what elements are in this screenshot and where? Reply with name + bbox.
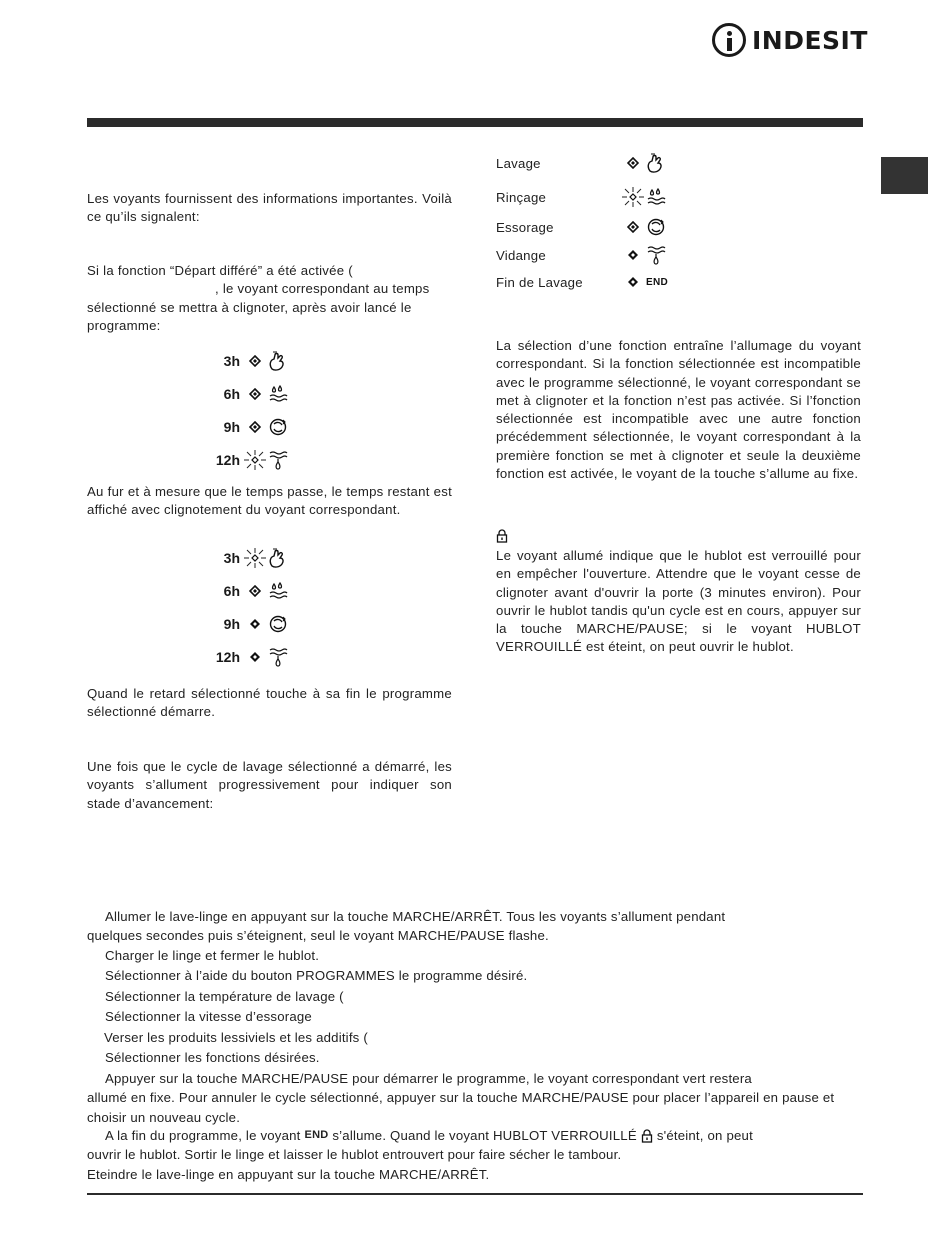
- rinse-icon: [268, 384, 288, 404]
- spin-icon: [268, 417, 288, 437]
- delay-indicators-progress: [210, 547, 288, 668]
- step-9-line-2: ouvrir le hublot. Sortir le linge et laisser le hublot entrouvert pour faire sécher le tambour.: [87, 1147, 622, 1162]
- language-tab: [881, 157, 928, 194]
- delay-row-6h: [210, 580, 288, 602]
- legend-label: Fin de Lavage: [496, 274, 583, 290]
- delay-row-3h: [210, 350, 288, 372]
- legend-row-end: [496, 271, 756, 293]
- indicator-diamond-icon: [620, 152, 646, 174]
- header-rule: [87, 118, 863, 127]
- end-icon: END: [646, 276, 669, 288]
- legend-label: Vidange: [496, 247, 546, 263]
- delay-line-2: , le voyant correspondant au temps: [215, 281, 430, 297]
- delay-line-1: Si la fonction “Départ différé” a été activée (: [87, 263, 353, 278]
- indicator-diamond-solid-icon: [620, 271, 646, 293]
- step-10: Eteindre le lave-linge en appuyant sur la touche MARCHE/ARRÊT.: [87, 1167, 490, 1182]
- indicator-flashing-icon: [242, 449, 268, 471]
- indicator-diamond-icon: [242, 416, 268, 438]
- legend-label: Lavage: [496, 155, 541, 171]
- legend-row-spin: [496, 216, 756, 238]
- indicator-diamond-icon: [620, 216, 646, 238]
- drain-icon: [646, 245, 666, 265]
- drain-icon: [268, 647, 288, 667]
- delay-row-9h: [210, 613, 288, 635]
- wash-icon: [646, 153, 664, 173]
- hour-label: 6h: [223, 386, 240, 402]
- end-delay-paragraph: Quand le retard sélectionné touche à sa fin le programme sélectionné démarre.: [87, 686, 452, 720]
- step-5: Sélectionner la vitesse d’essorage: [105, 1009, 312, 1024]
- wash-icon: [268, 548, 286, 568]
- hour-label: 3h: [223, 550, 240, 566]
- delay-line-4: programme:: [87, 317, 161, 333]
- step-6: Verser les produits lessiviels et les additifs (: [104, 1030, 368, 1045]
- delay-line-3: sélectionné se mettra à clignoter, après avoir lancé le: [87, 299, 412, 315]
- step-2: Charger le linge et fermer le hublot.: [105, 948, 320, 963]
- spin-icon: [646, 217, 666, 237]
- wash-icon: [268, 351, 286, 371]
- phase-legend: [496, 152, 756, 293]
- rinse-icon: [646, 187, 666, 207]
- function-paragraph: La sélection d’une fonction entraîne l’allumage du voyant correspondant. Si la fonction sélectionnée est incompatible avec le programme sélectionné, le voyant correspondant se met à clignoter et la fonction n’est pas activée. Si l’fonction sélectionnée est incompatible avec une autre fonction précédemment sélectionnée, le voyant correspondant à la première fonction se met à clignoter et seule la deuxième fonction est activée, le voyant de la touche s’allume au fixe.: [496, 338, 861, 482]
- rinse-icon: [268, 581, 288, 601]
- indicator-flashing-icon: [620, 186, 646, 208]
- indicator-diamond-icon: [242, 350, 268, 372]
- indicator-diamond-icon: [242, 383, 268, 405]
- step-4: Sélectionner la température de lavage (: [105, 989, 344, 1004]
- step-9-text-a: A la fin du programme, le voyant: [105, 1128, 301, 1143]
- legend-row-drain: [496, 244, 756, 266]
- delay-row-12h: [210, 646, 288, 668]
- indicator-diamond-solid-icon: [620, 244, 646, 266]
- hour-label: 12h: [215, 649, 240, 665]
- cycle-paragraph: Une fois que le cycle de lavage sélectionné a démarré, les voyants s’allument progressivement pour indiquer son stade d’avancement:: [87, 759, 452, 811]
- delay-paragraph: [87, 262, 452, 335]
- brand-logo: [712, 22, 868, 58]
- hour-label: 9h: [223, 616, 240, 632]
- delay-row-6h: [210, 383, 288, 405]
- indicator-diamond-solid-icon: [242, 613, 268, 635]
- footer-rule: [87, 1193, 863, 1195]
- progress-paragraph: Au fur et à mesure que le temps passe, le temps restant est affiché avec clignotement du voyant correspondant.: [87, 484, 452, 518]
- logo-text: INDESIT: [752, 25, 868, 55]
- delay-row-12h: [210, 449, 288, 471]
- step-7: Sélectionner les fonctions désirées.: [105, 1050, 320, 1065]
- hour-label: 3h: [223, 353, 240, 369]
- step-1-line-1: Allumer le lave-linge en appuyant sur la touche MARCHE/ARRÊT. Tous les voyants s’allument pendant: [105, 909, 726, 924]
- end-icon: END: [304, 1129, 329, 1141]
- hour-label: 6h: [223, 583, 240, 599]
- step-8-line-2: allumé en fixe. Pour annuler le cycle sélectionné, appuyer sur la touche MARCHE/PAUSE pour placer l’appareil en pause et choisir un nouveau cycle.: [87, 1090, 835, 1125]
- legend-row-wash: [496, 152, 756, 174]
- hour-label: 12h: [215, 452, 240, 468]
- indicator-diamond-icon: [242, 580, 268, 602]
- step-9-text-c: s'éteint, on peut: [656, 1128, 753, 1143]
- step-9-text-b: s’allume. Quand le voyant HUBLOT VERROUILLÉ: [332, 1128, 637, 1143]
- step-8-line-1: Appuyer sur la touche MARCHE/PAUSE pour démarrer le programme, le voyant correspondant vert restera: [105, 1071, 752, 1086]
- legend-label: Essorage: [496, 219, 554, 235]
- delay-row-3h: [210, 547, 288, 569]
- legend-row-rinse: [496, 186, 756, 208]
- delay-row-9h: [210, 416, 288, 438]
- step-9-line-1: [105, 1126, 753, 1146]
- logo-mark-icon: [712, 23, 746, 57]
- delay-indicators-start: [210, 350, 288, 471]
- step-1-line-2: quelques secondes puis s’éteignent, seul le voyant MARCHE/PAUSE flashe.: [87, 928, 549, 943]
- intro-paragraph: Les voyants fournissent des informations importantes. Voilà ce qu’ils signalent:: [87, 191, 452, 225]
- indicator-flashing-icon: [242, 547, 268, 569]
- legend-label: Rinçage: [496, 189, 547, 205]
- drain-icon: [268, 450, 288, 470]
- spin-icon: [268, 614, 288, 634]
- hour-label: 9h: [223, 419, 240, 435]
- lock-icon: [641, 1129, 653, 1143]
- step-3: Sélectionner à l’aide du bouton PROGRAMMES le programme désiré.: [105, 968, 528, 983]
- lock-icon: [496, 529, 508, 543]
- indicator-diamond-solid-icon: [242, 646, 268, 668]
- lock-paragraph: Le voyant allumé indique que le hublot est verrouillé pour en empêcher l'ouverture. Attendre que le voyant cesse de clignoter avant d'ouvrir la porte (3 minutes environ). Pour ouvrir le hublot tandis qu'un cycle est en cours, appuyer sur la touche MARCHE/PAUSE; si le voyant HUBLOT VERROUILLÉ est éteint, on peut ouvrir le hublot.: [496, 548, 861, 655]
